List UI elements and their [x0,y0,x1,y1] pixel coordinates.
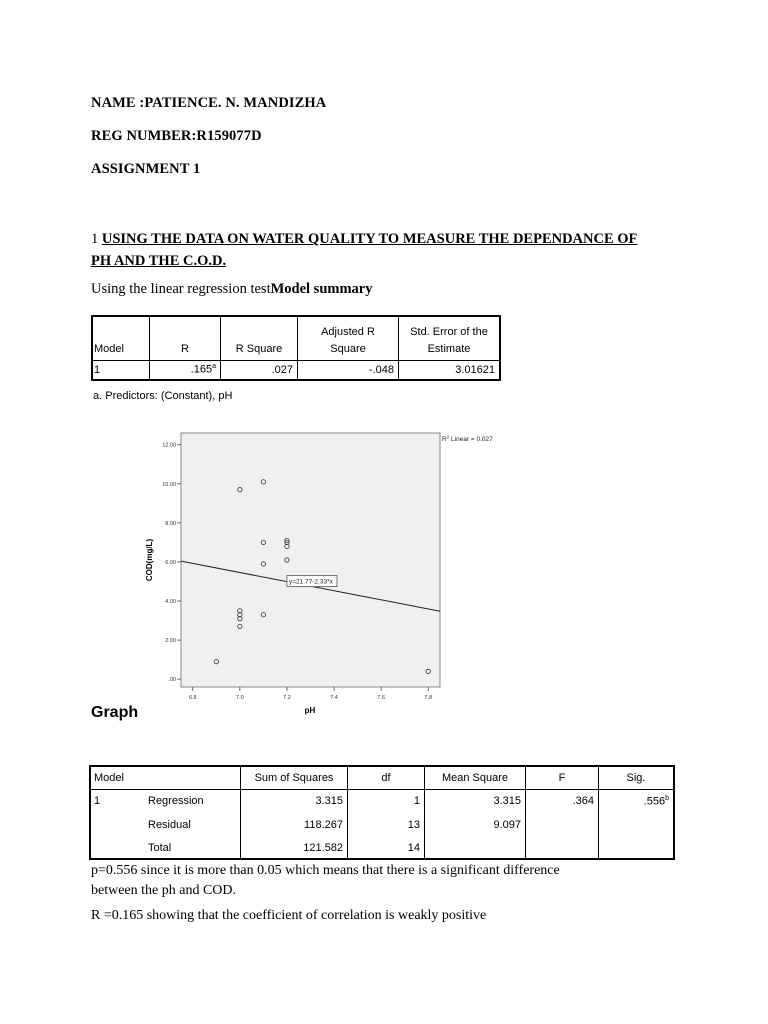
r2-legend: $R^2$ Linear = 0.027 [442,434,493,443]
x-tick-label: 7.0 [236,695,244,701]
anova-header-df: df [348,766,425,789]
intro-bold: Model summary [270,281,373,297]
anova-row-residual-label: Residual [138,813,241,837]
x-tick-label: 6.8 [188,695,197,701]
assignment-title: ASSIGNMENT 1 [91,161,201,177]
x-tick-label: 7.6 [377,695,385,701]
anova-regression-ss: 3.315 [241,789,348,813]
anova-header-f: F [526,766,599,789]
predictors-footnote: a. Predictors: (Constant), pH [93,390,233,402]
anova-table [89,765,675,860]
r-value-paragraph: R =0.165 showing that the coefficient of correlation is weakly positive [91,908,487,923]
intro-text: Using the linear regression test [91,281,271,297]
header-r-square: R Square [221,338,298,360]
header-std-error-1: Std. Error of the [410,326,488,338]
question-number: 1 [91,231,99,247]
fit-line-label-box [287,576,337,587]
x-axis-label: pH [304,706,316,715]
y-tick-label: .00 [168,677,176,684]
header-adjusted-r-1: Adjusted R [298,316,399,338]
anova-header-ms: Mean Square [425,766,526,789]
anova-regression-f: .364 [526,789,599,813]
model-summary-table [91,315,501,381]
cell-adjusted-r: -.048 [298,360,399,380]
anova-residual-ss: 118.267 [241,813,348,837]
anova-residual-df: 13 [348,813,425,837]
y-tick-label: 4.00 [165,599,176,606]
anova-model-number: 1 [94,795,101,808]
anova-regression-ms: 3.315 [425,789,526,813]
anova-total-ss: 121.582 [241,837,348,859]
student-name: NAME :PATIENCE. N. MANDIZHA [91,95,327,111]
plot-area [181,433,440,687]
question-line-1: USING THE DATA ON WATER QUALITY TO MEASURE THE DEPENDANCE OF [101,231,638,247]
scatter-chart [140,428,520,720]
anova-regression-sig: .556$^b$ [643,794,669,808]
question-heading [91,228,691,272]
header-r: R [150,338,221,360]
cell-std-error: 3.01621 [455,363,495,376]
anova-regression-df: 1 [348,789,425,813]
anova-row-regression-label: Regression [138,789,241,813]
anova-residual-ms: 9.097 [425,813,526,837]
cell-r: .165$^a$ [150,360,221,380]
x-tick-label: 7.8 [424,695,433,701]
graph-label: Graph [91,704,139,721]
y-axis-label: COD(mg/L) [145,538,154,582]
p-value-paragraph [91,861,560,901]
cell-r-square: .027 [221,360,298,380]
fit-line-label: y=21.77-2.33*x [288,578,333,586]
p-value-line-1: p=0.556 since it is more than 0.05 which means that there is a significant difference [91,863,560,878]
y-tick-label: 10.00 [162,481,176,488]
header-adjusted-r-2: Square [298,338,399,360]
y-tick-label: 12.00 [162,442,176,449]
header-model: Model [92,338,150,360]
y-tick-label: 6.00 [165,559,176,566]
intro-line [91,281,372,298]
anova-total-df: 14 [348,837,425,859]
x-tick-label: 7.4 [330,695,338,701]
x-tick-label: 7.2 [283,695,291,701]
anova-header-sig: Sig. [626,771,646,784]
anova-header-ss: Sum of Squares [241,766,348,789]
reg-number: REG NUMBER:R159077D [91,128,262,144]
cell-model: 1 [92,360,150,380]
anova-header-model: Model [90,766,241,789]
p-value-line-2: between the ph and COD. [91,883,237,898]
question-line-2: PH AND THE C.O.D. [91,253,227,269]
header-std-error-2: Estimate [427,342,471,355]
anova-row-total-label: Total [138,837,241,859]
y-tick-label: 8.00 [165,520,176,527]
y-tick-label: 2.00 [165,638,176,645]
